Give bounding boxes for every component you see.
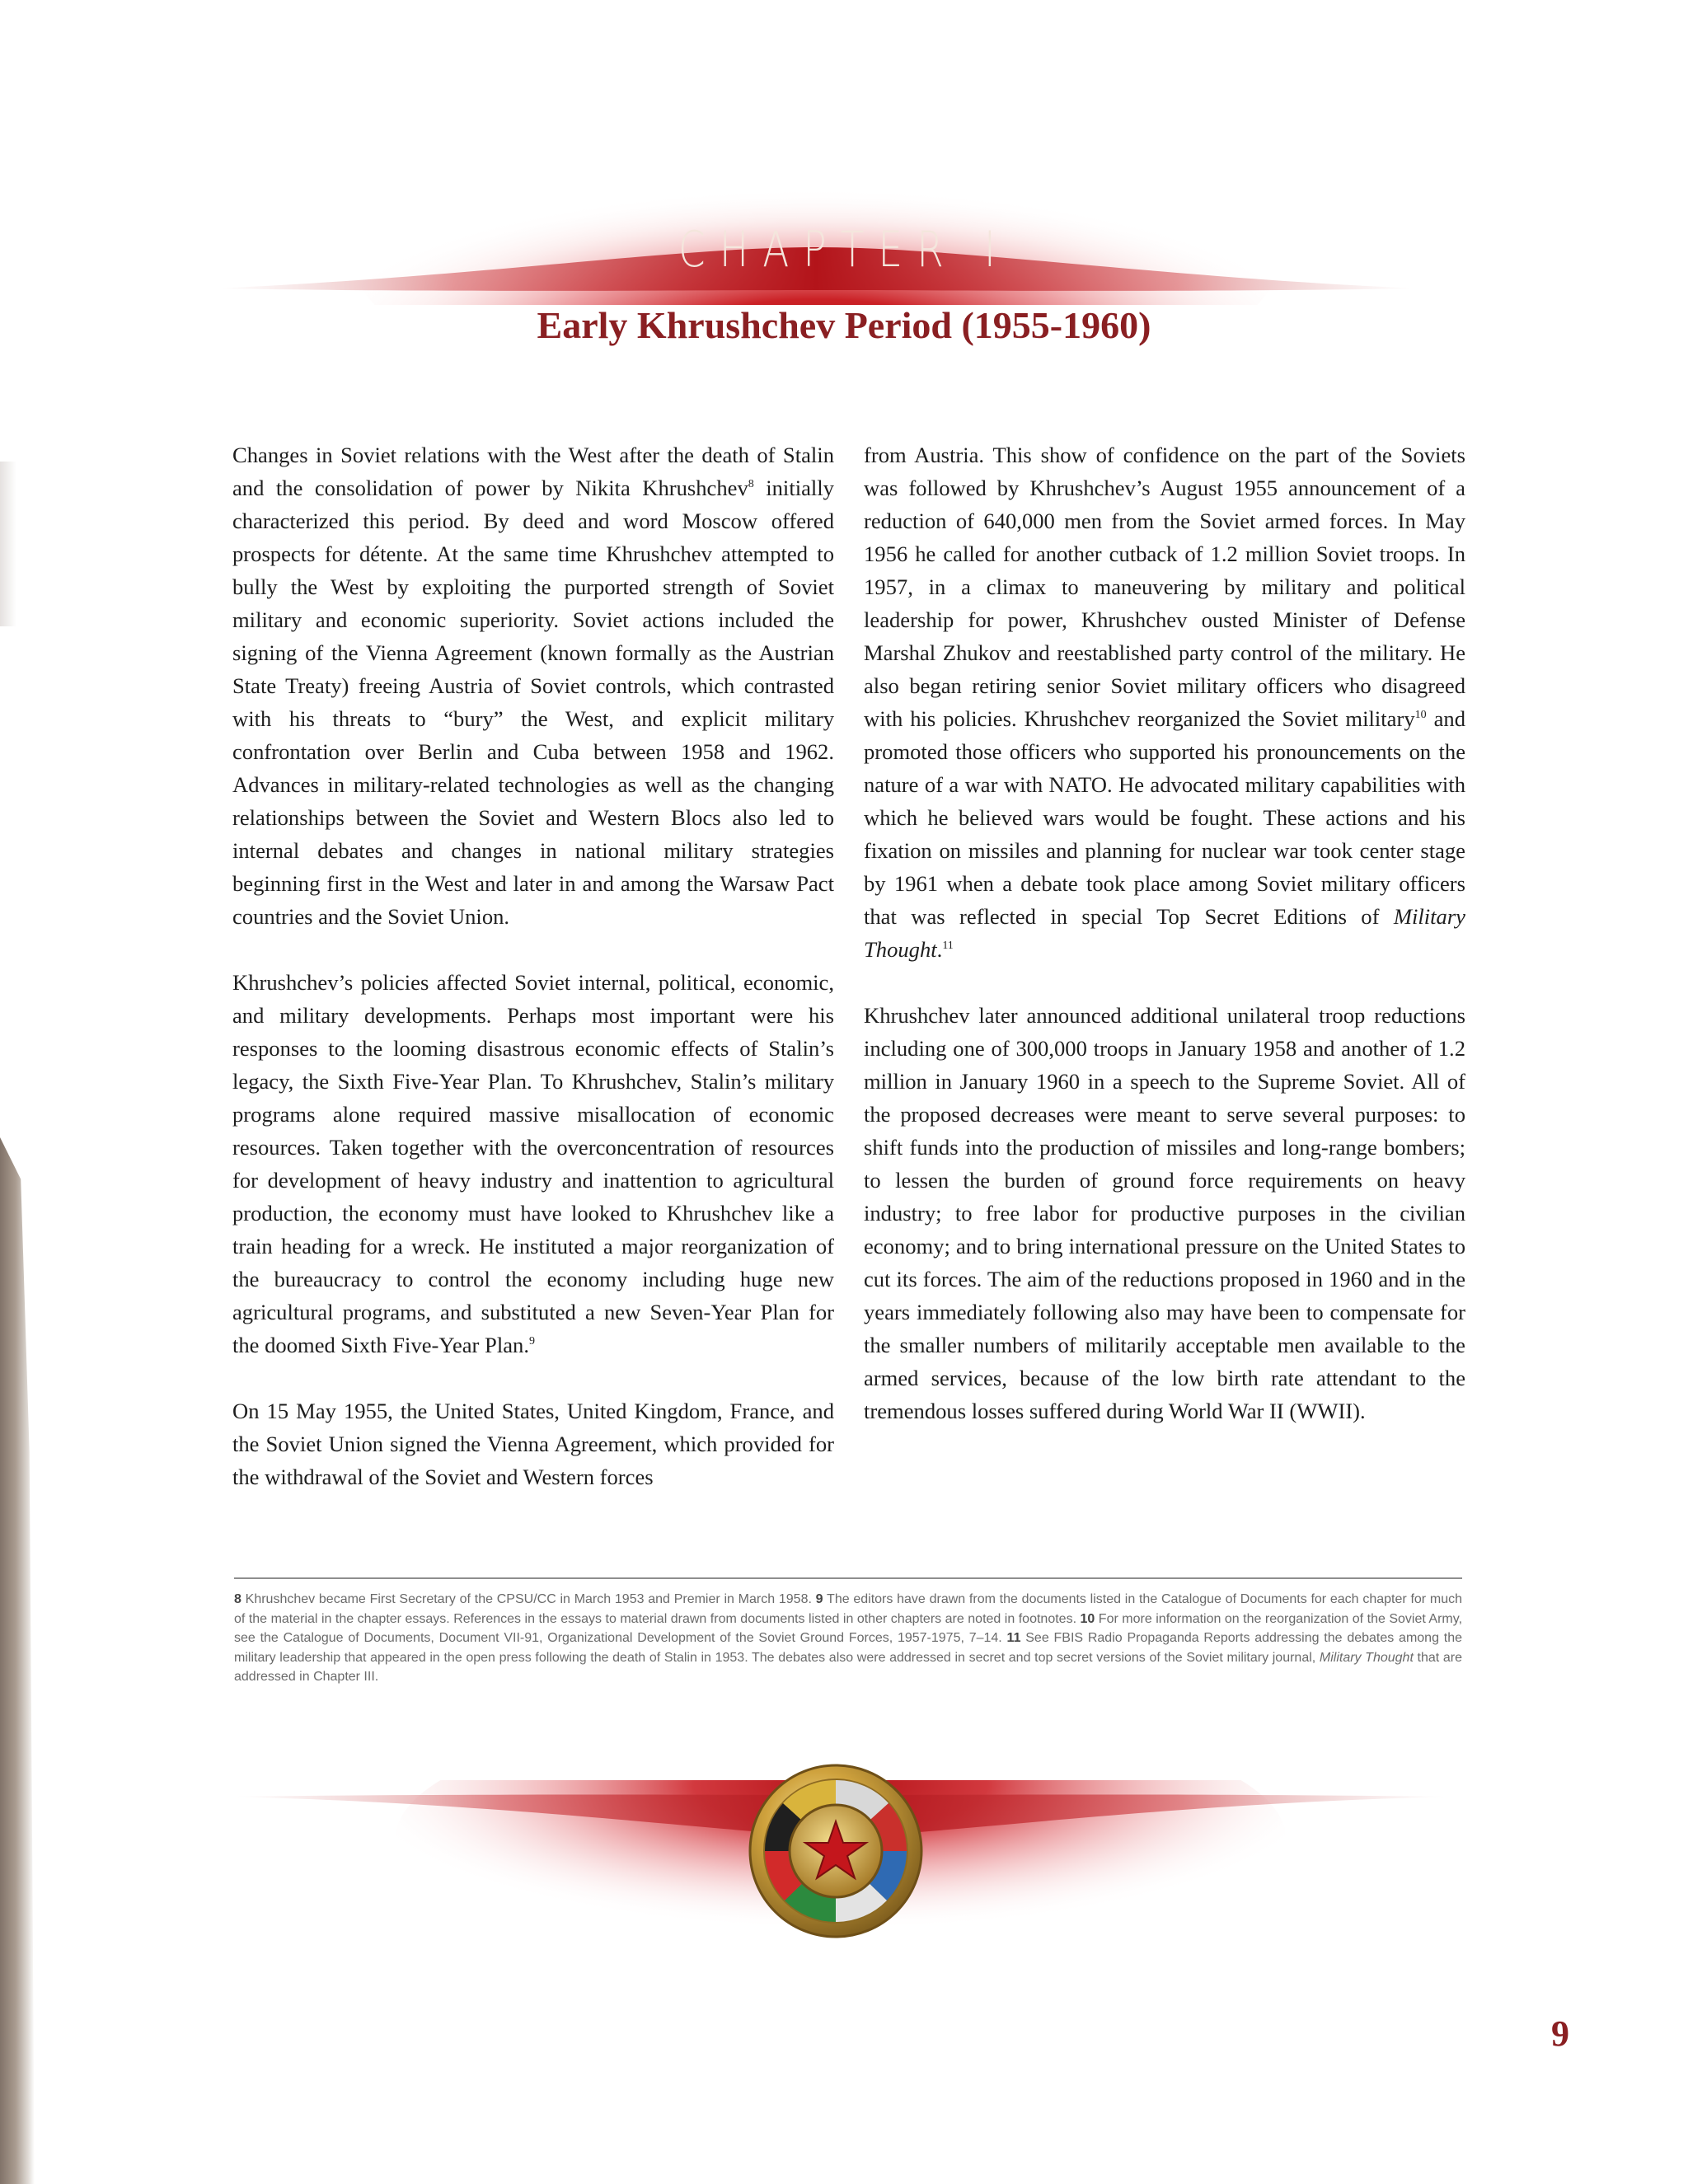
paragraph: Khrushchev later announced additional unilateral troop reductions including one of 300,000 troops in January 1958 and another of 1.2 million in January 1960 in a speech to the Supreme Soviet. All of the proposed decreases were meant to serve several purposes: to shift funds into the production of missiles and long-range bombers; to lessen the burden of ground force requirements on heavy industry; to free labor for productive purposes in the civilian economy; and to bring international pressure on the United States to cut its forces. The aim of the reductions proposed in 1960 and in the years immediately following also may have been to compensate for the smaller numbers of militarily acceptable men available to the armed services, because of the low birth rate attendant to the tremendous losses suffered during World War II (WWII).: [864, 1003, 1465, 1423]
footnote-ref: 8: [748, 478, 754, 491]
page-edge-shadow-upper: [0, 462, 16, 626]
paragraph: On 15 May 1955, the United States, United Kingdom, France, and the Soviet Union signed the Vienna Agreement, which provided for the withdrawal of the Soviet and Western forces: [232, 1399, 834, 1489]
warsaw-pact-emblem-icon: [747, 1762, 925, 1940]
footnote-number: 9: [815, 1592, 823, 1606]
chapter-label: CHAPTER I: [678, 221, 1010, 279]
paragraph: Khrushchev’s policies affected Soviet internal, political, economic, and military developments. Perhaps most important were his responses to the looming disastrous economic effects of Stalin’s legacy, the Sixth Five-Year Plan. To Khrushchev, Stalin’s military programs alone required massive misallocation of economic resources. Taken together with the overconcentration of resources for development of heavy industry and inattention to agricultural production, the economy must have looked to Khrushchev like a train heading for a wreck. He instituted a major reorganization of the bureaucracy to control the economy including huge new agricultural programs, and substituted a new Seven-Year Plan for the doomed Sixth Five-Year Plan.$^9$: [232, 970, 834, 1357]
footnotes: 8 Khrushchev became First Secretary of the CPSU/CC in March 1953 and Premier in March 1958. 9 The editors have drawn from the documents listed in the Catalogue of Documents for each chapter for much of the material in the chapter essays. References in the essays to material drawn from documents listed in other chapters are noted in footnotes. 10 For more information on the reorganization of the Soviet Army, see the Catalogue of Documents, Document VII-91, Organizational Development of the Soviet Ground Forces, 1957-1975, 7–14. 11 See FBIS Radio Propaganda Reports addressing the debates among the military leadership that appeared in the open press following the death of Stalin in 1953. The debates also were addressed in secret and top secret versions of the Soviet military journal, Military Thought that are addressed in Chapter III.: [234, 1592, 1463, 1684]
chapter-title: Early Khrushchev Period (1955-1960): [537, 304, 1151, 346]
left-column: [232, 438, 834, 1526]
paragraph: Changes in Soviet relations with the West after the death of Stalin and the consolidation of power by Nikita Khrushchev$^8$ initially characterized this period. By deed and word Moscow offered prospects for détente. At the same time Khrushchev attempted to bully the West by exploiting the purported strength of Soviet military and economic superiority. Soviet actions included the signing of the Vienna Agreement (known formally as the Austrian State Treaty) freeing Austria of Soviet controls, which contrasted with his threats to “bury” the West, and explicit military confrontation over Berlin and Cuba between 1958 and 1962. Advances in military-related technologies as well as the changing relationships between the Soviet and Western Blocs also led to internal debates and changes in national military strategies beginning first in the West and later in and among the Warsaw Pact countries and the Soviet Union.: [232, 443, 834, 929]
footnote-ref: 9: [529, 1335, 535, 1348]
paragraph: from Austria. This show of confidence on the part of the Soviets was followed by Khrushchev’s August 1955 announcement of a reduction of 640,000 men from the Soviet armed forces. In May 1956 he called for another cutback of 1.2 million Soviet troops. In 1957, in a climax to maneuvering by military and political leadership for power, Khrushchev ousted Minister of Defense Marshal Zhukov and reestablished party control of the military. He also began retiring senior Soviet military officers who disagreed with his policies. Khrushchev reorganized the Soviet military$^{10}$ and promoted those officers who supported his pronouncements on the nature of a war with NATO. He advocated military capabilities with which he believed wars would be fought. These actions and his fixation on missiles and planning for nuclear war took center stage by 1961 when a debate took place among Soviet military officers that was reflected in special Top Secret Editions of Military Thought.$^{11}$: [864, 443, 1465, 962]
page-edge-shadow: [0, 1137, 35, 2184]
footnote-divider: [234, 1577, 1462, 1579]
journal-title: Military Thought: [864, 904, 1465, 962]
footnote-number: 10: [1080, 1611, 1095, 1626]
right-column: [864, 438, 1465, 1460]
footnote-number: 11: [1006, 1631, 1021, 1645]
footnote-number: 8: [234, 1592, 241, 1606]
footnote-ref: 10: [1414, 709, 1427, 722]
page-number: 9: [1551, 2013, 1569, 2054]
footnote-ref: 11: [942, 940, 954, 953]
